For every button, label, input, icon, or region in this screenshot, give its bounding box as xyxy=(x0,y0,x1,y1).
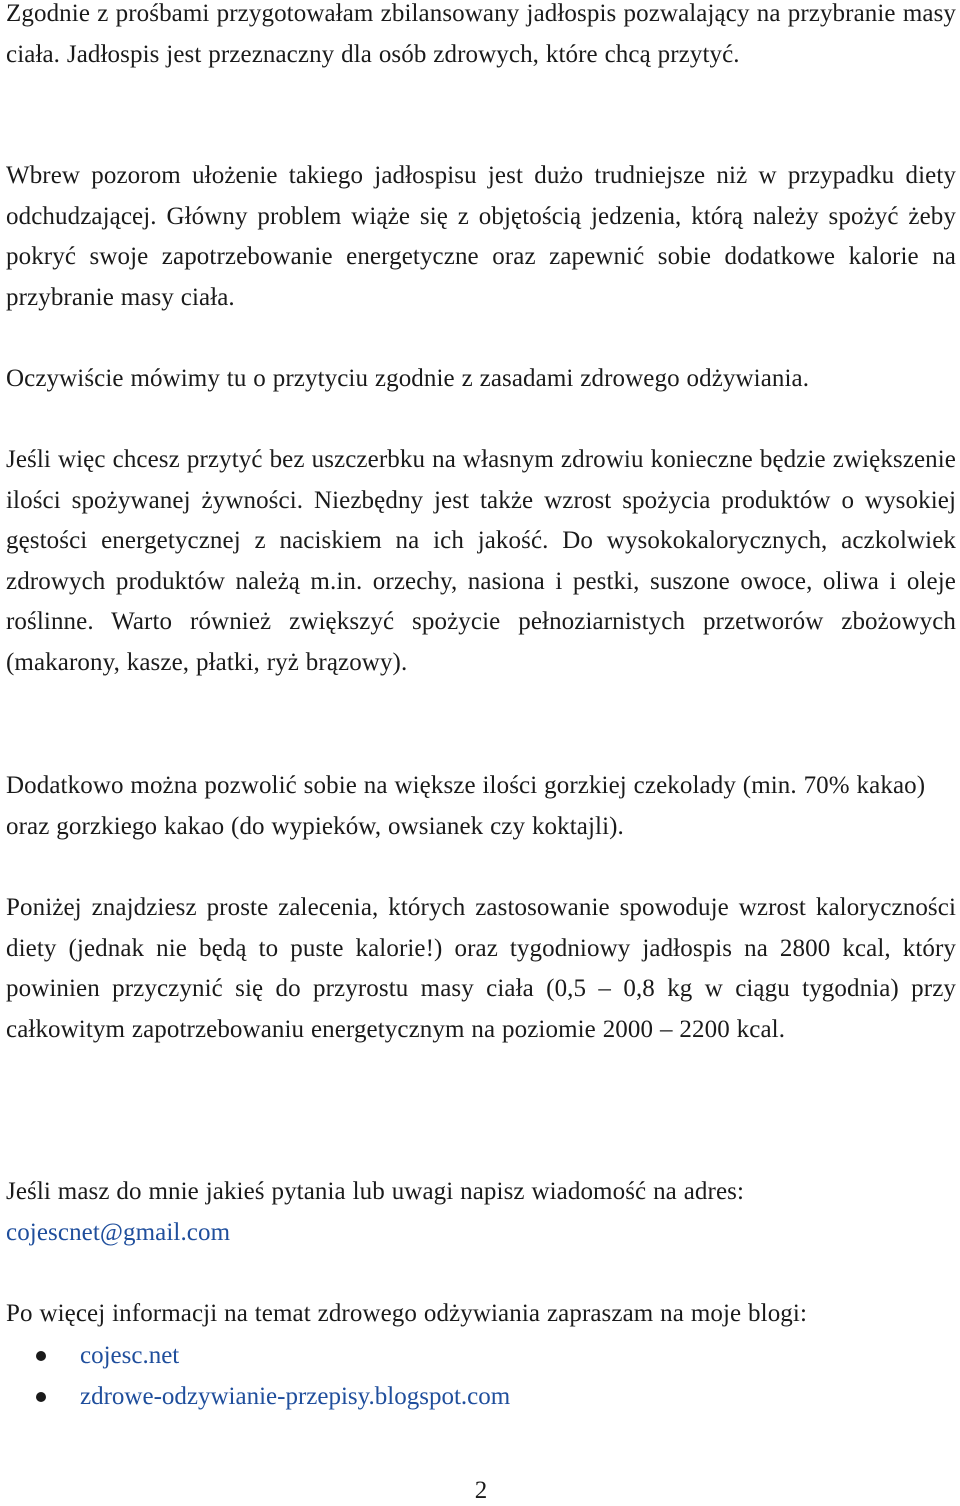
blog-link-zdrowe-odzywianie[interactable]: zdrowe-odzywianie-przepisy.blogspot.com xyxy=(80,1382,511,1410)
document-page xyxy=(6,0,956,1504)
blog-links-list xyxy=(6,1336,956,1417)
recommendations-paragraph: Jeśli więc chcesz przytyć bez uszczerbku na własnym zdrowiu konieczne będzie zwiększenie ilości spożywanej żywności. Niezbędny jest także wzrost spożycia produktów o wysokiej gęstości energetycznej z naciskiem na ich jakość. Do wysokokalorycznych, aczkolwiek zdrowych produktów należą m.in. orzechy, nasiona i pestki, suszone owoce, oliwa i oleje roślinne. Warto również zwiększyć spożycie pełnoziarnistych przetworów zbożowych (makarony, kasze, płatki, ryż brązowy). xyxy=(6,446,956,676)
contact-email-link[interactable]: cojescnet@gmail.com xyxy=(6,1218,231,1246)
contact-text: Jeśli masz do mnie jakieś pytania lub uwagi napisz wiadomość na adres: xyxy=(6,1178,745,1205)
list-item xyxy=(6,1377,956,1418)
intro-paragraph: Zgodnie z prośbami przygotowałam zbilansowany jadłospis pozwalający na przybranie masy ciała. Jadłospis jest przeznaczny dla osób zdrowych, które chcą przytyć. xyxy=(6,0,956,68)
difficulty-paragraph: Wbrew pozorom ułożenie takiego jadłospisu jest dużo trudniejsze niż w przypadku diety odchudzającej. Główny problem wiąże się z objętością jedzenia, którą należy spożyć żeby pokryć swoje zapotrzebowanie energetyczne oraz zapewnić sobie dodatkowe kalorie na przybranie masy ciała. xyxy=(6,162,956,311)
blog-link-cojesc[interactable]: cojesc.net xyxy=(80,1342,180,1369)
menu-summary-paragraph: Poniżej znajdziesz proste zalecenia, których zastosowanie spowoduje wzrost kaloryczności diety (jednak nie będą to puste kalorie!) oraz tygodniowy jadłospis na 2800 kcal, który powinien przyczynić się do przyrostu masy ciała (0,5 – 0,8 kg w ciągu tygodnia) przy całkowitym zapotrzebowaniu energetycznym na poziomie 2000 – 2200 kcal. xyxy=(6,894,956,1043)
bullet-icon xyxy=(36,1351,46,1361)
list-item xyxy=(6,1336,956,1377)
bullet-icon xyxy=(36,1392,46,1402)
blogs-paragraph: Po więcej informacji na temat zdrowego odżywiania zapraszam na moje blogi: xyxy=(6,1300,807,1327)
healthy-eating-paragraph: Oczywiście mówimy tu o przytyciu zgodnie z zasadami zdrowego odżywiania. xyxy=(6,365,810,392)
contact-paragraph xyxy=(6,1172,956,1253)
chocolate-paragraph: Dodatkowo można pozwolić sobie na większe ilości gorzkiej czekolady (min. 70% kakao) oraz gorzkiego kakao (do wypieków, owsianek czy koktajli). xyxy=(6,772,926,840)
page-number: 2 xyxy=(474,1477,488,1504)
